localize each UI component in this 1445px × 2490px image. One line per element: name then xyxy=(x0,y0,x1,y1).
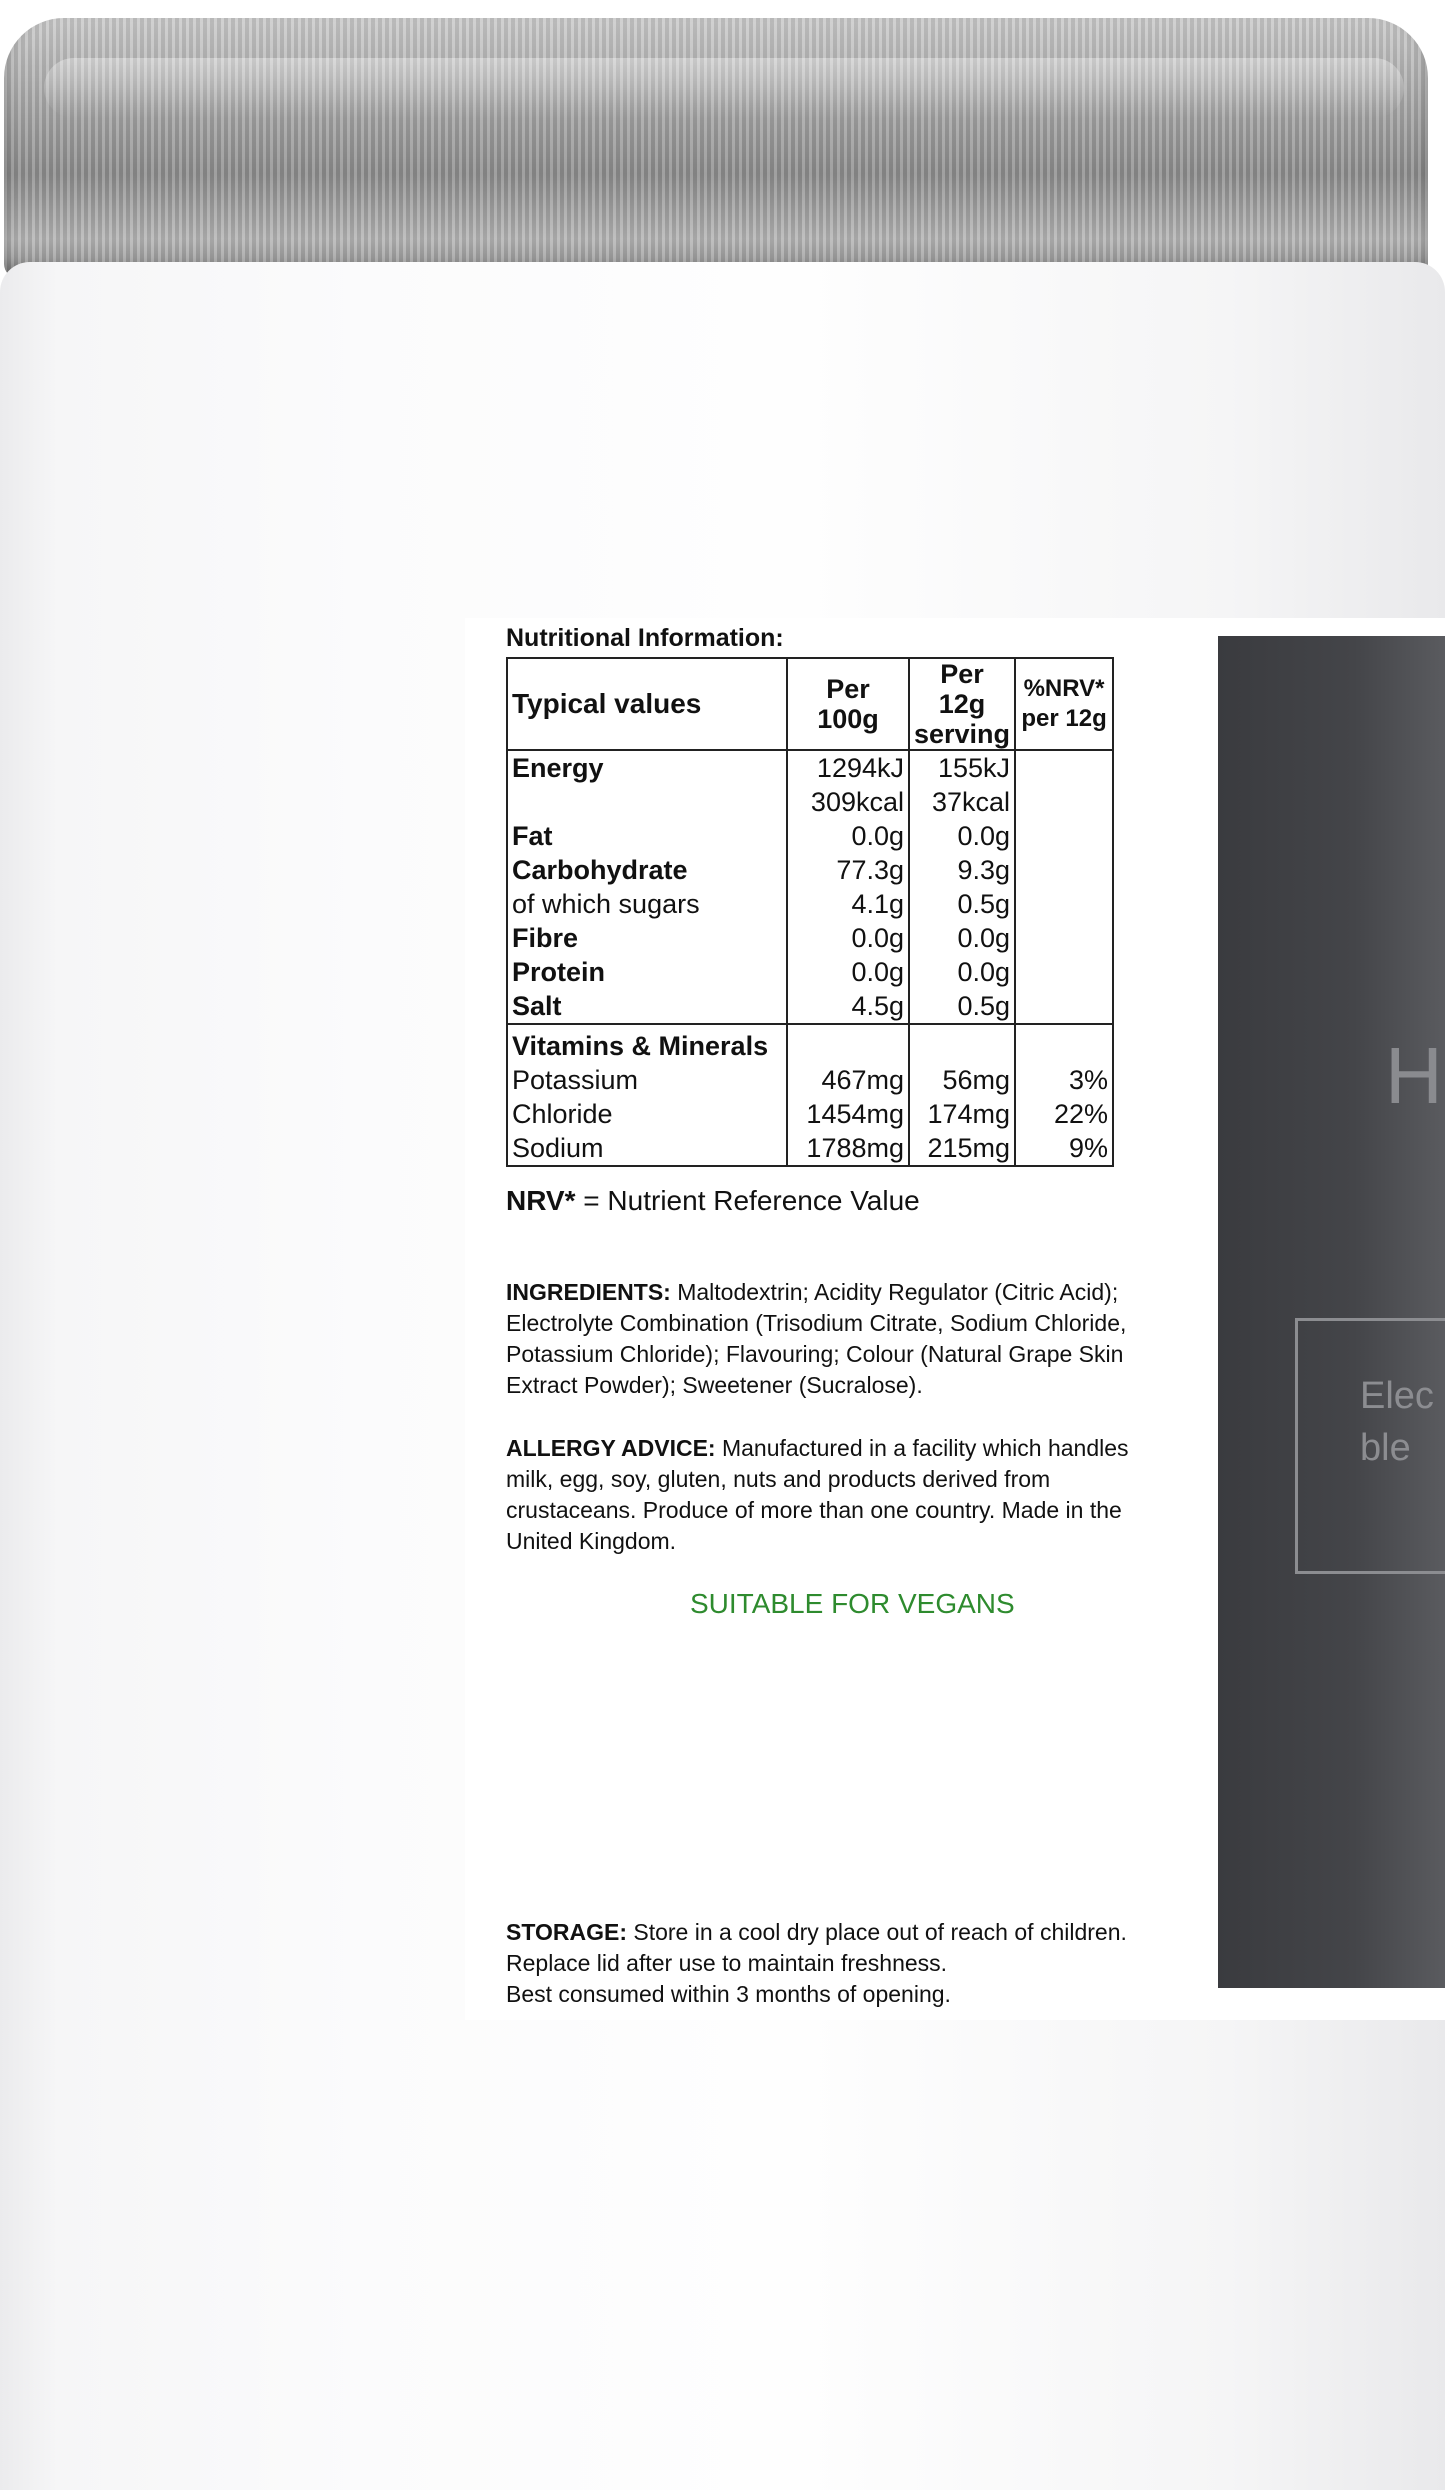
row-nrv xyxy=(1015,853,1113,887)
storage-label: STORAGE: xyxy=(506,1919,627,1945)
front-panel-text-line2: ble xyxy=(1360,1427,1411,1469)
row-name: Carbohydrate xyxy=(507,853,787,887)
row-per12: 37kcal xyxy=(909,785,1015,819)
storage-line3: Best consumed within 3 months of opening. xyxy=(506,1981,951,2007)
row-per100: 4.5g xyxy=(787,989,909,1024)
row-nrv xyxy=(1015,887,1113,921)
nutrition-title: Nutritional Information: xyxy=(506,624,784,652)
row-per100: 77.3g xyxy=(787,853,909,887)
empty-cell xyxy=(787,1024,909,1063)
ingredients-text: Maltodextrin; Acidity Regulator (Citric Acid); Electrolyte Combination (Trisodium Citrate, Sodium Chloride, Potassium Chloride); Flavouring; Colour (Natural Grape Skin Extract Powder); Sweetener (Sucralose). xyxy=(506,1279,1127,1398)
front-label-panel xyxy=(1218,636,1445,1988)
row-name: of which sugars xyxy=(507,887,787,921)
row-per12: 0.5g xyxy=(909,887,1015,921)
allergy-block xyxy=(506,1433,1156,1557)
header-nrv-line1: %NRV* xyxy=(1023,675,1105,702)
header-nrv xyxy=(1015,658,1113,750)
row-per100: 0.0g xyxy=(787,921,909,955)
table-row xyxy=(507,819,1113,853)
row-nrv xyxy=(1015,921,1113,955)
row-per12: 155kJ xyxy=(909,750,1015,785)
tub-lid xyxy=(4,18,1428,278)
row-per100: 0.0g xyxy=(787,819,909,853)
ingredients-block xyxy=(506,1277,1156,1401)
row-nrv xyxy=(1015,819,1113,853)
lid-highlight xyxy=(44,58,1404,118)
empty-cell xyxy=(909,1024,1015,1063)
row-per100: 4.1g xyxy=(787,887,909,921)
row-name: Protein xyxy=(507,955,787,989)
front-panel-text-line1: Elec xyxy=(1360,1375,1434,1417)
row-per100: 467mg xyxy=(787,1063,909,1097)
row-nrv xyxy=(1015,785,1113,819)
ingredients-label: INGREDIENTS: xyxy=(506,1279,671,1305)
row-per12: 9.3g xyxy=(909,853,1015,887)
row-nrv: 3% xyxy=(1015,1063,1113,1097)
row-name: Chloride xyxy=(507,1097,787,1131)
row-per12: 0.0g xyxy=(909,955,1015,989)
header-typical-values: Typical values xyxy=(507,658,787,750)
table-row xyxy=(507,1097,1113,1131)
vitamins-heading-row xyxy=(507,1024,1113,1063)
row-per100: 0.0g xyxy=(787,955,909,989)
storage-line1-text: Store in a cool dry place out of reach of children. xyxy=(626,1919,1127,1945)
row-per12: 174mg xyxy=(909,1097,1015,1131)
row-nrv xyxy=(1015,750,1113,785)
table-row xyxy=(507,887,1113,921)
nutrition-table xyxy=(506,657,1114,1167)
row-nrv xyxy=(1015,989,1113,1024)
table-row xyxy=(507,750,1113,785)
table-row xyxy=(507,955,1113,989)
nrv-note xyxy=(506,1185,1186,1217)
row-per100: 1454mg xyxy=(787,1097,909,1131)
row-name: Sodium xyxy=(507,1131,787,1166)
vegan-badge: SUITABLE FOR VEGANS xyxy=(690,1588,1015,1619)
label-content xyxy=(506,624,1186,1557)
row-per100: 1294kJ xyxy=(787,750,909,785)
row-per100: 1788mg xyxy=(787,1131,909,1166)
storage-line2: Replace lid after use to maintain freshness. xyxy=(506,1950,948,1976)
table-row xyxy=(507,989,1113,1024)
table-row xyxy=(507,1063,1113,1097)
row-name: Energy xyxy=(507,750,787,785)
row-per12: 215mg xyxy=(909,1131,1015,1166)
vitamins-heading: Vitamins & Minerals xyxy=(507,1024,787,1063)
front-panel-box-text xyxy=(1360,1370,1434,1474)
empty-cell xyxy=(1015,1024,1113,1063)
row-name xyxy=(507,785,787,819)
table-row xyxy=(507,921,1113,955)
nutrition-header-row xyxy=(507,658,1113,750)
row-nrv: 22% xyxy=(1015,1097,1113,1131)
row-per100: 309kcal xyxy=(787,785,909,819)
row-name: Salt xyxy=(507,989,787,1024)
nrv-text: = Nutrient Reference Value xyxy=(575,1185,920,1216)
row-name: Potassium xyxy=(507,1063,787,1097)
storage-block xyxy=(506,1917,1196,2010)
table-row xyxy=(507,1131,1113,1166)
row-name: Fibre xyxy=(507,921,787,955)
header-per-12g-line1: Per 12g xyxy=(938,659,986,719)
row-nrv xyxy=(1015,955,1113,989)
allergy-label: ALLERGY ADVICE: xyxy=(506,1435,716,1461)
table-row xyxy=(507,853,1113,887)
header-nrv-line2: per 12g xyxy=(1021,705,1107,732)
header-per-12g-line2: serving xyxy=(914,719,1011,749)
nrv-key: NRV* xyxy=(506,1185,576,1216)
row-per12: 0.0g xyxy=(909,819,1015,853)
row-name: Fat xyxy=(507,819,787,853)
storage-line1 xyxy=(506,1917,1196,1948)
header-per-12g xyxy=(909,658,1015,750)
row-per12: 0.0g xyxy=(909,921,1015,955)
allergy-text: Manufactured in a facility which handles milk, egg, soy, gluten, nuts and products derived from crustaceans. Produce of more than one country. Made in the United Kingdom. xyxy=(506,1435,1129,1554)
front-panel-letter: H xyxy=(1385,1031,1443,1120)
row-per12: 0.5g xyxy=(909,989,1015,1024)
table-row xyxy=(507,785,1113,819)
header-per-100g: Per 100g xyxy=(787,658,909,750)
row-nrv: 9% xyxy=(1015,1131,1113,1166)
row-per12: 56mg xyxy=(909,1063,1015,1097)
